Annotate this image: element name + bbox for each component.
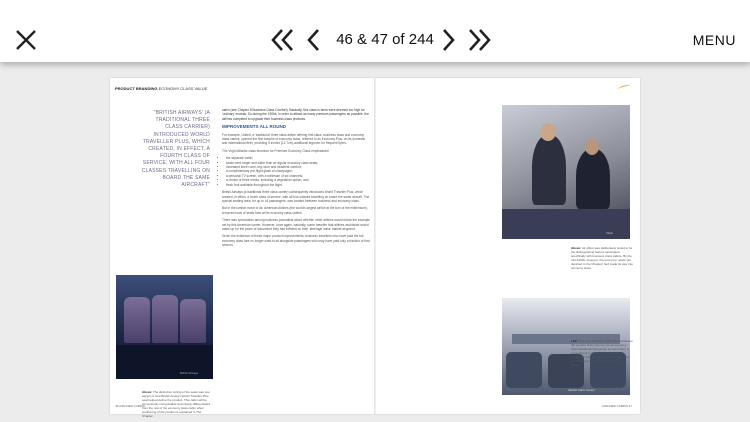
paragraph: But in the lumbar move of all, American Airlines (the world's largest airline at the turn of the millennium), removed rows of seats from all its economy class cabins. — [222, 206, 368, 215]
article-body — [222, 108, 370, 251]
pull-quote: "BRITISH AIRWAYS' (A TRADITIONAL THREE CLASS CARRIER) INTRODUCED WORLD TRAVELLER PLUS, WHICH CREATED, IN EFFECT, A FOURTH CLASS OF SERVICE, WITH ALL FOUR CLASSES TRAVELLING ON BOARD THE SAME AIRCRAFT" — [141, 110, 210, 189]
right-page — [375, 78, 640, 414]
bullet-list — [222, 156, 370, 187]
paragraph: British Airways (a traditional three class carrier) subsequently introduced World Traveller Plus, which created, in effect, a fourth class of service, with all four classes travelling on board the same aircraft. The special seating area, for up to 44 passengers, was located between business and economy class. — [222, 190, 370, 203]
caption-right-2 — [571, 339, 633, 367]
caption-right — [571, 246, 633, 270]
photo-credit: Virgin — [606, 231, 614, 235]
intro-paragraph: cabin (see Chapter 8 Business Class Comfort). Basically, this class is fares were deemed too high for 'ordinary' mortals. So during the 1990s, in order to attract as many premium passengers as possible, the airlines competed to upgrade their business class products. — [222, 108, 369, 121]
chevron-right-icon[interactable] — [440, 28, 458, 52]
brand-logo-icon — [617, 84, 631, 90]
list-item: • a complimentary pre-flight glass of champagne; — [226, 169, 370, 173]
seat-shape — [180, 299, 206, 343]
seat-shape — [152, 295, 178, 343]
list-item: • seats were larger and wider than at regular economy class seats; — [226, 161, 370, 165]
close-icon[interactable] — [12, 26, 40, 54]
left-page — [110, 78, 375, 418]
passenger-shape — [576, 149, 610, 209]
passenger-head — [540, 123, 556, 141]
reader-toolbar — [0, 0, 750, 62]
paragraph: For example, United, a 'traditional' three class airline offering first class, business class and economy class cabins, opened the first tranche of economy class, referred to as Economy Plus, on its domestic and international fleet, providing 5 inches (12.7cm) additional legroom for frequent flyers. — [222, 132, 366, 146]
footer-left: 46 AIRLINER CABINS — [115, 404, 145, 408]
caption-text: Air offers was deliberately styled to be the distinguishing feature associated specifically with business class cabins. By the mid-1990s, however, the economy 'seats' (as depicted in the Chapter) had made its way into economy class. — [571, 246, 633, 270]
photo-credit: British Airways — [180, 371, 199, 375]
double-chevron-left-icon[interactable] — [270, 28, 294, 52]
paragraph: The Virgin Atlantic class structure for Premium Economy Class emphasised: — [222, 148, 330, 153]
page-spread[interactable] — [110, 78, 640, 418]
subheading: IMPROVEMENTS ALL ROUND — [222, 124, 287, 130]
caption-label: Left: — [571, 339, 578, 343]
passenger-shape — [532, 135, 566, 205]
paragraph: Given the existence of these major product improvements, business travellers who have paid the full economy class fare no longer want to sit alongside passengers who may have paid only a fraction of that amount. — [222, 234, 370, 248]
page-header — [115, 86, 207, 91]
caption-left — [142, 390, 212, 418]
paragraph: There was speculation among business journalists about whether other airlines would follow the example set by this American carrier. However, once again, naturally, some traveller that airlines worldwide would make up for the years of discomfort they had inflicted on their 'steerage class' market segment. — [222, 218, 370, 231]
seat-shape — [506, 352, 542, 388]
list-item: • fresh fruit available throughout the flight. — [226, 183, 370, 187]
list-item: • increased knee room, leg room and headrest comfort; — [226, 165, 370, 169]
caption-label: Above: — [571, 246, 582, 250]
header-topic: ECONOMY CLASS VALUE — [158, 86, 208, 91]
caption-label: Above: — [142, 390, 153, 394]
list-item: • a personal TV screen, with a minimum of six channels; — [226, 174, 370, 178]
seats-photo — [116, 275, 213, 379]
caption-text: This new economy class cabin enhances the comfort that is the key for all economy class Residential Regional, as seen here, a commitment to a more spacious and passenger-friendly class. The arrangements are displayed in The Passenger Economy Class. — [571, 339, 633, 367]
caption-text: The distinctive styling of the seats was one aspect of how British Airways World Traveller Plus seat helped define the product. This cabin will be conveniently recognisable and clearly differentiated from the rest of the economy class cabin when positioning of the product is explained in The Chapter. — [142, 390, 210, 418]
list-item: • a choice of three meals, including a vegetarian option; and — [226, 178, 370, 182]
seat-base — [116, 345, 213, 379]
list-item: • the separate cabin; — [226, 156, 370, 160]
footer-right: AIRLINER CABINS 47 — [601, 404, 632, 408]
double-chevron-right-icon[interactable] — [468, 28, 492, 52]
menu-button[interactable]: MENU — [692, 32, 736, 48]
seat-shape — [124, 297, 150, 343]
cabin-photo-top — [502, 105, 630, 239]
chevron-left-icon[interactable] — [304, 28, 322, 52]
page-indicator: 46 & 47 of 244 — [336, 31, 434, 48]
header-section: PRODUCT BRANDING — [115, 86, 158, 91]
passenger-head — [585, 139, 599, 155]
photo-credit: Atlantic Cabin Interior — [568, 388, 595, 392]
